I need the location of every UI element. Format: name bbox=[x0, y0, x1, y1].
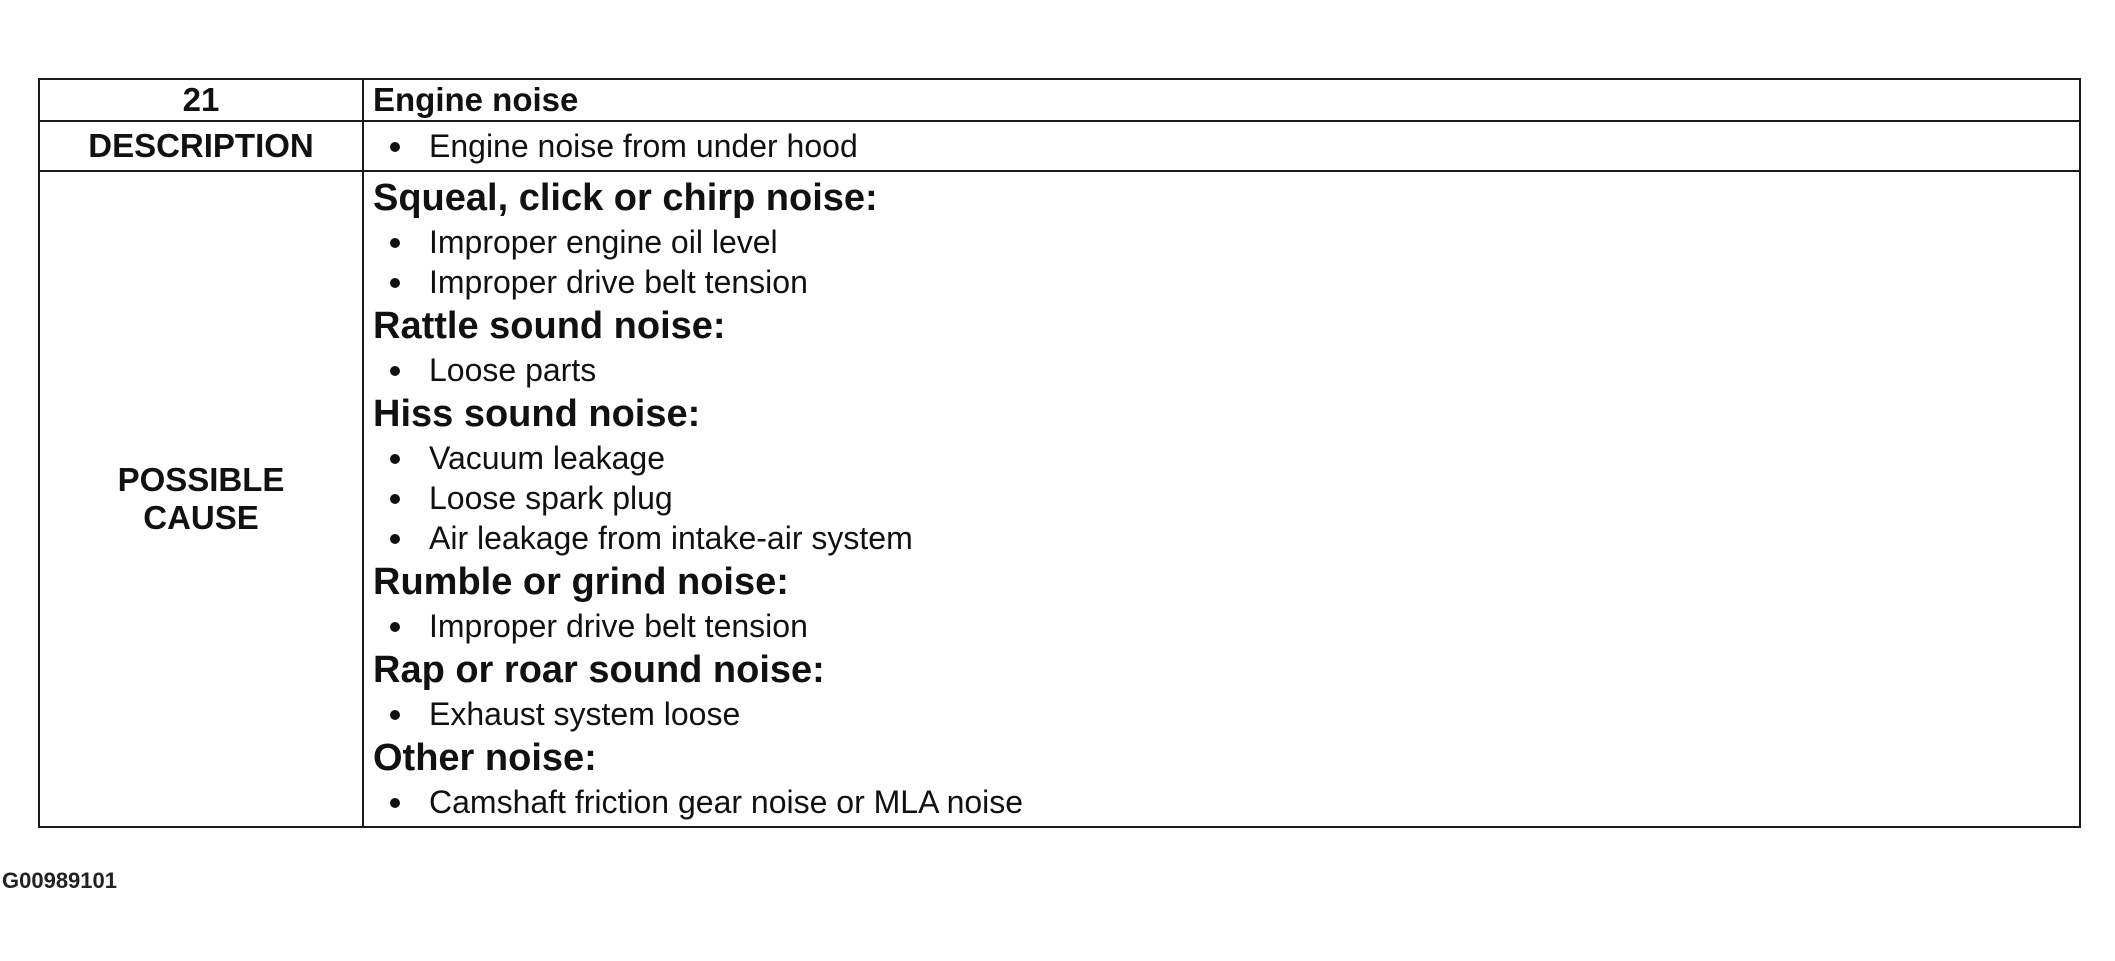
description-row bbox=[39, 121, 2080, 171]
cause-item-text: Camshaft friction gear noise or MLA noise bbox=[429, 784, 1024, 820]
cause-group-hiss bbox=[373, 390, 2079, 558]
cause-group-rattle bbox=[373, 302, 2079, 390]
cause-item bbox=[373, 438, 2079, 478]
cause-list bbox=[373, 782, 2079, 822]
description-list bbox=[373, 126, 2079, 166]
cause-group-rumble bbox=[373, 558, 2079, 646]
bullet-icon bbox=[390, 494, 400, 504]
bullet-icon bbox=[390, 238, 400, 248]
cause-item-text: Loose parts bbox=[429, 352, 597, 388]
cause-item bbox=[373, 518, 2079, 558]
description-item-text: Engine noise from under hood bbox=[429, 128, 858, 164]
bullet-icon bbox=[390, 798, 400, 808]
description-cell bbox=[363, 121, 2080, 171]
description-label: DESCRIPTION bbox=[39, 121, 363, 171]
cause-item-text: Improper drive belt tension bbox=[429, 608, 808, 644]
bullet-icon bbox=[390, 622, 400, 632]
figure-id: G00989101 bbox=[2, 868, 117, 893]
cause-heading: Hiss sound noise: bbox=[373, 393, 701, 435]
cause-item bbox=[373, 350, 2079, 390]
symptom-title: Engine noise bbox=[363, 79, 2080, 121]
cause-list bbox=[373, 694, 2079, 734]
cause-list bbox=[373, 222, 2079, 302]
cause-item bbox=[373, 694, 2079, 734]
bullet-icon bbox=[390, 710, 400, 720]
cause-heading: Other noise: bbox=[373, 737, 597, 779]
description-item bbox=[373, 126, 2079, 166]
possible-cause-cell bbox=[363, 171, 2080, 827]
bullet-icon bbox=[390, 142, 400, 152]
possible-cause-label bbox=[39, 171, 363, 827]
diagnostic-table bbox=[38, 78, 2081, 828]
cause-item-text: Loose spark plug bbox=[429, 480, 673, 516]
cause-group-squeal bbox=[373, 174, 2079, 302]
possible-cause-label-line1: POSSIBLE bbox=[117, 461, 285, 498]
possible-cause-row bbox=[39, 171, 2080, 827]
bullet-icon bbox=[390, 534, 400, 544]
bullet-icon bbox=[390, 278, 400, 288]
cause-item bbox=[373, 262, 2079, 302]
cause-heading: Rumble or grind noise: bbox=[373, 561, 789, 603]
cause-item bbox=[373, 606, 2079, 646]
cause-list bbox=[373, 350, 2079, 390]
possible-cause-label-line2: CAUSE bbox=[143, 499, 259, 536]
cause-list bbox=[373, 606, 2079, 646]
cause-group-rap bbox=[373, 646, 2079, 734]
cause-heading: Rap or roar sound noise: bbox=[373, 649, 825, 691]
cause-list bbox=[373, 438, 2079, 558]
cause-item-text: Air leakage from intake-air system bbox=[429, 520, 913, 556]
cause-item-text: Improper drive belt tension bbox=[429, 264, 808, 300]
cause-item bbox=[373, 222, 2079, 262]
symptom-number: 21 bbox=[39, 79, 363, 121]
cause-item-text: Exhaust system loose bbox=[429, 696, 741, 732]
bullet-icon bbox=[390, 366, 400, 376]
cause-group-other bbox=[373, 734, 2079, 822]
cause-heading: Squeal, click or chirp noise: bbox=[373, 177, 878, 219]
cause-item-text: Vacuum leakage bbox=[429, 440, 665, 476]
bullet-icon bbox=[390, 454, 400, 464]
cause-item bbox=[373, 478, 2079, 518]
cause-item bbox=[373, 782, 2079, 822]
cause-item-text: Improper engine oil level bbox=[429, 224, 778, 260]
header-row bbox=[39, 79, 2080, 121]
cause-groups bbox=[373, 172, 2079, 826]
cause-heading: Rattle sound noise: bbox=[373, 305, 726, 347]
